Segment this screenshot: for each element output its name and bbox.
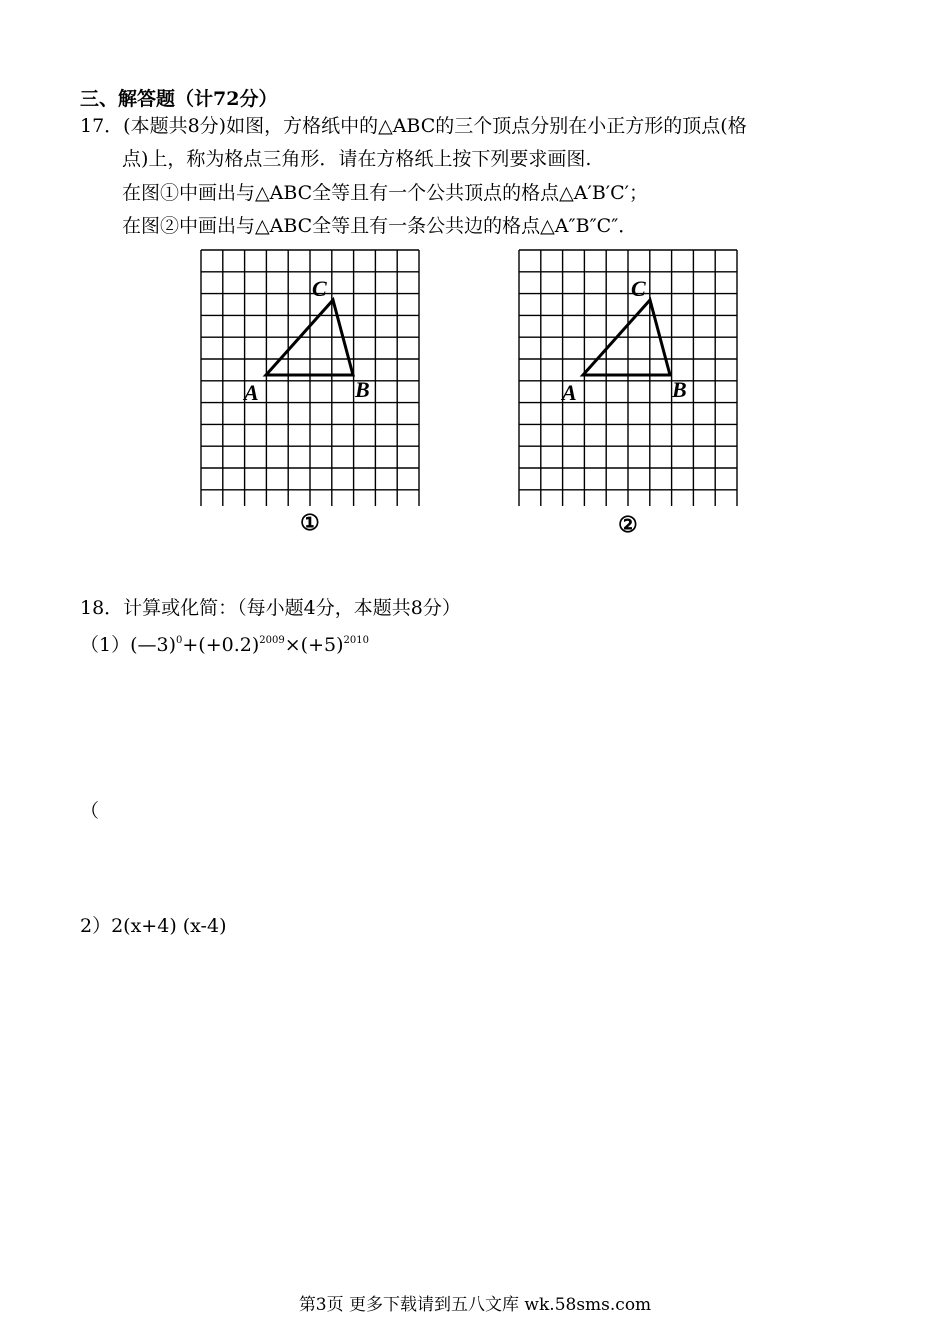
q18-part1-mid2: ×(+5) — [284, 634, 344, 656]
q17-line1: 17．(本题共8分)如图，方格纸中的△ABC的三个顶点分别在小正方形的顶点(格 — [80, 115, 747, 137]
q18-part1-exp3: 2010 — [343, 635, 369, 646]
q18-part1-mid: +(+0.2) — [182, 634, 260, 656]
q18-part1-exp1: 0 — [176, 635, 183, 646]
q17-line4: 在图②中画出与△ABC全等且有一条公共边的格点△A″B″C″． — [122, 215, 638, 237]
section-title: 三、解答题（计72分） — [80, 88, 278, 110]
label-b-2: B — [672, 377, 687, 402]
figure-1-caption: ① — [300, 510, 320, 536]
grid-figure-2 — [516, 248, 742, 510]
q18-part1 — [80, 628, 369, 658]
label-a-2: A — [562, 380, 577, 405]
figure-2-caption: ② — [618, 512, 638, 538]
grid-figure-2-svg — [516, 248, 742, 506]
q18-part1-prefix: （1）(—3) — [80, 634, 177, 656]
stray-paren: （ — [80, 800, 100, 822]
label-c-2: C — [631, 276, 646, 301]
q17-line2: 点)上，称为格点三角形．请在方格纸上按下列要求画图. — [122, 148, 592, 170]
q17-line3: 在图①中画出与△ABC全等且有一个公共顶点的格点△A′B′C′； — [122, 182, 648, 204]
grid-figure-1 — [198, 248, 424, 510]
label-c-1: C — [312, 276, 327, 301]
q18-heading: 18．计算或化简：（每小题4分，本题共8分） — [80, 597, 461, 619]
page-footer: 第3页 更多下载请到五八文库 wk.58sms.com — [298, 1295, 652, 1315]
q18-part2: 2）2(x+4) (x-4) — [80, 915, 227, 937]
label-b-1: B — [355, 377, 370, 402]
q18-part1-exp2: 2009 — [259, 635, 285, 646]
grid-figure-1-svg — [198, 248, 424, 506]
label-a-1: A — [244, 380, 259, 405]
